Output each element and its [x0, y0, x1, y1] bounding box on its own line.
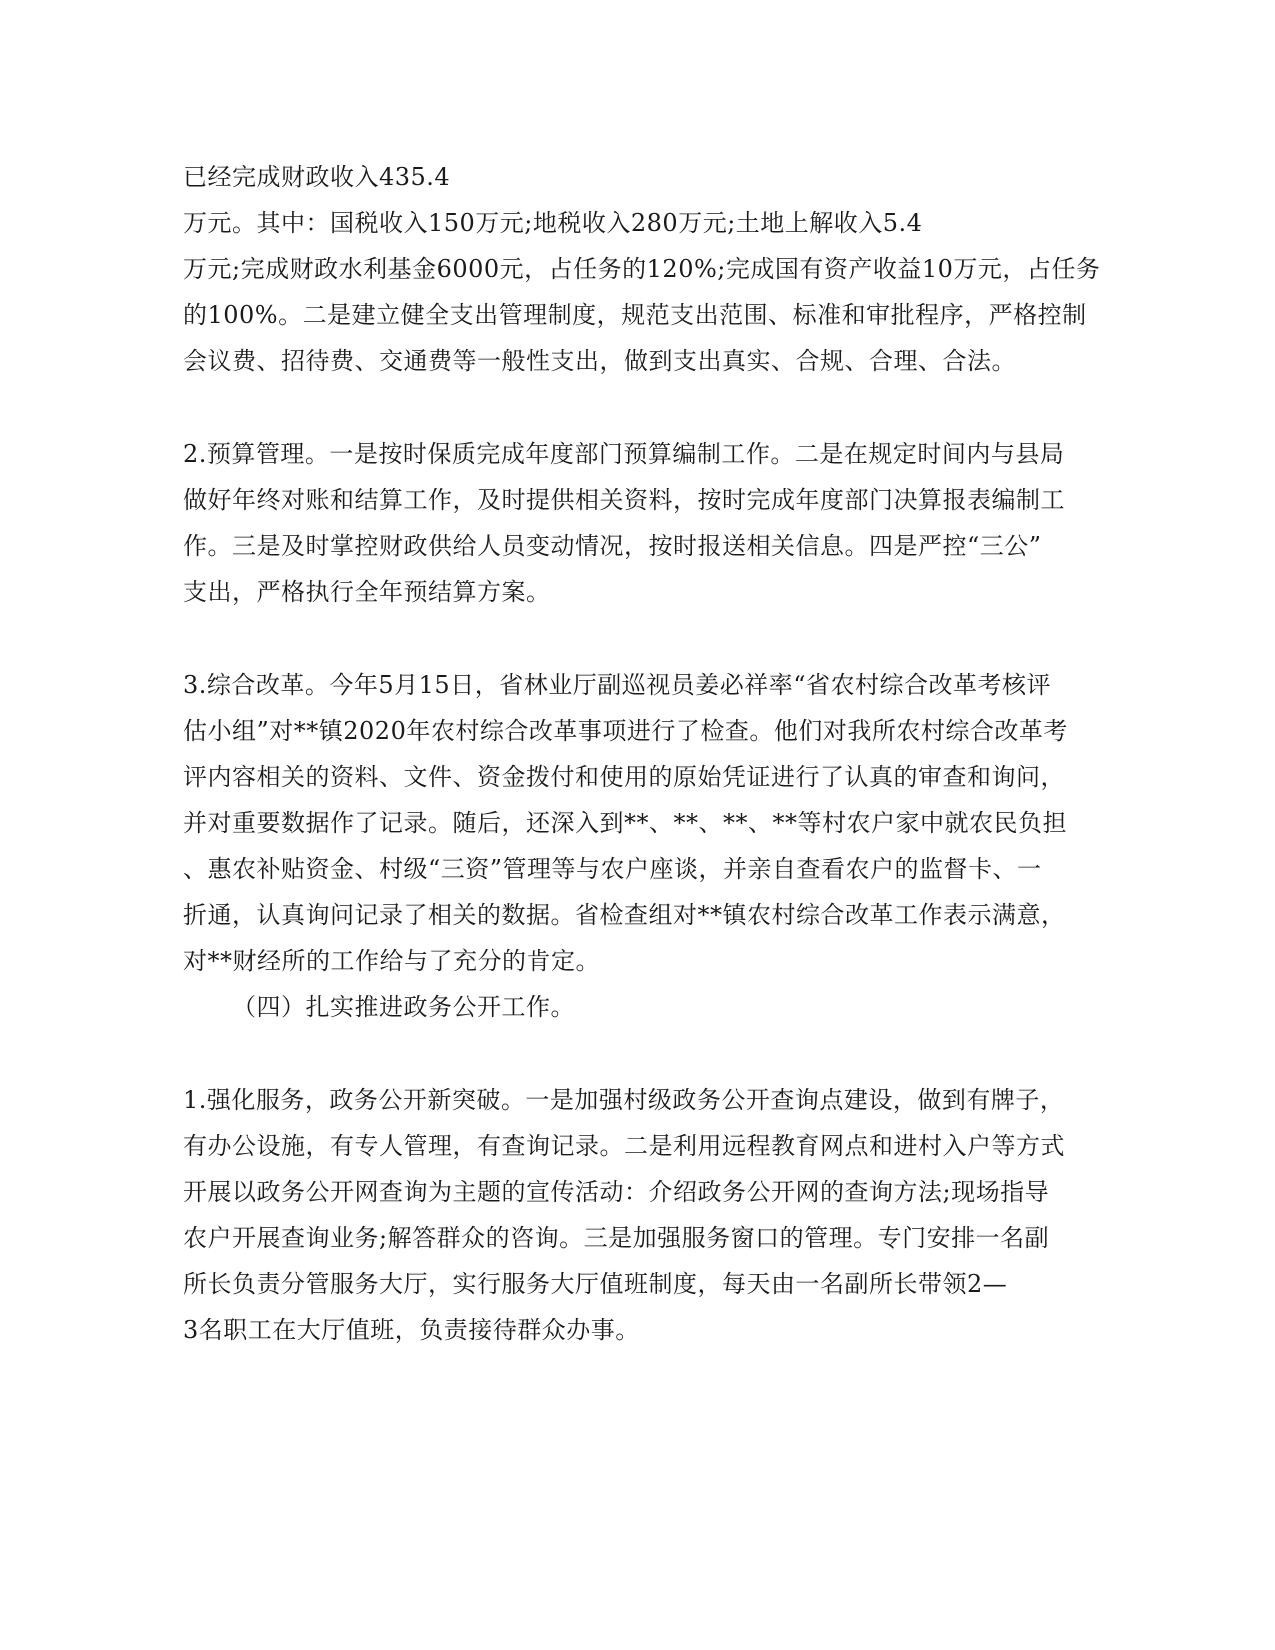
text-line: 有办公设施，有专人管理，有查询记录。二是利用远程教育网点和进村入户等方式 [183, 1132, 1065, 1160]
text-line: 会议费、招待费、交通费等一般性支出，做到支出真实、合规、合理、合法。 [183, 347, 1016, 375]
text-line: 万元;完成财政水利基金6000元，占任务的120%;完成国有资产收益10万元，占任务 [183, 255, 1101, 283]
text-line: 农户开展查询业务;解答群众的咨询。三是加强服务窗口的管理。专门安排一名副 [183, 1224, 1050, 1252]
section-heading: （四）扎实推进政务公开工作。 [232, 993, 575, 1021]
text-line: 已经完成财政收入435.4 [183, 163, 451, 191]
text-line: 1.强化服务，政务公开新突破。一是加强村级政务公开查询点建设，做到有牌子， [183, 1086, 1065, 1114]
text-line: 开展以政务公开网查询为主题的宣传活动：介绍政务公开网的查询方法;现场指导 [183, 1178, 1050, 1206]
text-line: 、惠农补贴资金、村级“三资”管理等与农户座谈，并亲自查看农户的监督卡、一 [183, 855, 1042, 883]
text-line: 做好年终对账和结算工作，及时提供相关资料，按时完成年度部门决算报表编制工 [183, 486, 1065, 514]
text-line: 所长负责分管服务大厅，实行服务大厅值班制度，每天由一名副所长带领2— [183, 1270, 1008, 1298]
text-line: 3.综合改革。今年5月15日，省林业厅副巡视员姜必祥率“省农村综合改革考核评 [183, 671, 1051, 699]
text-line: 评内容相关的资料、文件、资金拨付和使用的原始凭证进行了认真的审查和询问， [183, 763, 1065, 791]
text-line: 2.预算管理。一是按时保质完成年度部门预算编制工作。二是在规定时间内与县局 [183, 440, 1065, 468]
text-line: 估小组”对**镇2020年农村综合改革事项进行了检查。他们对我所农村综合改革考 [183, 717, 1068, 745]
text-line: 3名职工在大厅值班，负责接待群众办事。 [183, 1316, 640, 1344]
text-line: 并对重要数据作了记录。随后，还深入到**、**、**、**等村农户家中就农民负担 [183, 809, 1067, 837]
text-line: 万元。其中：国税收入150万元;地税收入280万元;土地上解收入5.4 [183, 209, 923, 237]
text-line: 对**财经所的工作给与了充分的肯定。 [183, 947, 600, 975]
text-line: 作。三是及时掌控财政供给人员变动情况，按时报送相关信息。四是严控“三公” [183, 532, 1042, 560]
text-line: 折通，认真询问记录了相关的数据。省检查组对**镇农村综合改革工作表示满意， [183, 901, 1066, 929]
text-line: 支出，严格执行全年预结算方案。 [183, 578, 551, 606]
text-line: 的100%。二是建立健全支出管理制度，规范支出范围、标准和审批程序，严格控制 [183, 301, 1087, 329]
